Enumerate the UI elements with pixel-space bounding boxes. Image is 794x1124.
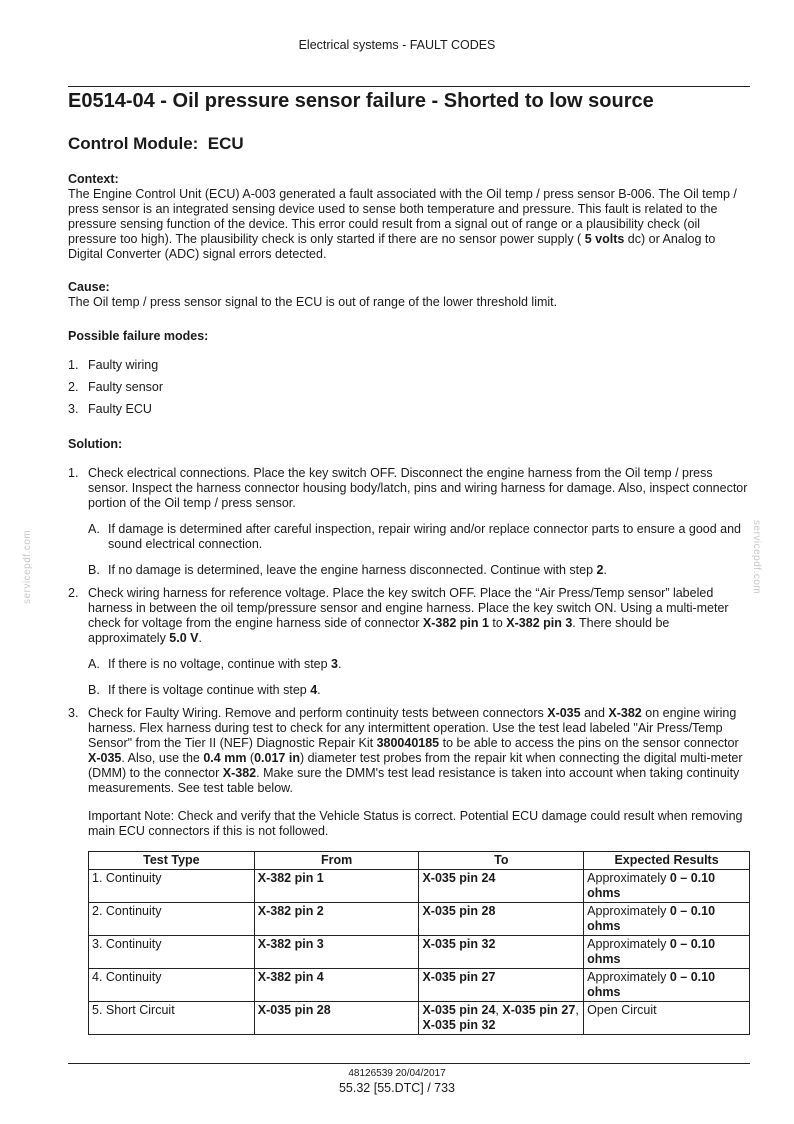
table-row xyxy=(89,870,750,903)
list-item: 2. Faulty sensor xyxy=(68,380,164,394)
substep-b: B. If there is voltage continue with step 4. xyxy=(88,683,321,697)
column-header: Expected Results xyxy=(584,852,750,870)
context-text: The Engine Control Unit (ECU) A-003 generated a fault associated with the Oil temp / press sensor B-006. The Oil temp / press sensor is an integrated sensing device used to sense both temperature and pressure. This fault is related to the pressure sensing function of the device. This error could result from a signal out of range or a plausibility check (oil pressure too high). The plausibility check is only started if there are no sensor power supply ( 5 volts dc) or Analog to Digital Converter (ADC) signal errors detected. xyxy=(68,187,737,261)
step-2-substeps xyxy=(68,657,750,698)
step-1-substeps xyxy=(68,522,750,578)
to-cell: X-035 pin 32 xyxy=(419,936,584,969)
solution-step-2: 2. Check wiring harness for reference voltage. Place the key switch OFF. Place the “Air Press/Temp sensor” labeled harness in between the oil temp/pressure sensor and engine harness. Place the key switch ON. Using a multi-meter check for voltage from the engine harness side of connector X-382 pin 1 to X-382 pin 3. There should be approximately 5.0 V. xyxy=(68,586,729,645)
failure-modes-heading: Possible failure modes: xyxy=(68,329,209,343)
solution-steps-2 xyxy=(68,586,750,646)
result-cell: Approximately 0 – 0.10 ohms xyxy=(584,936,750,969)
column-header: From xyxy=(254,852,419,870)
test-type-cell: 1. Continuity xyxy=(89,870,255,903)
list-item: 1. Faulty wiring xyxy=(68,358,159,372)
result-cell: Approximately 0 – 0.10 ohms xyxy=(584,969,750,1002)
cause-heading: Cause: xyxy=(68,280,110,294)
to-cell: X-035 pin 28 xyxy=(419,903,584,936)
table-header-row xyxy=(89,852,750,870)
footer-rule xyxy=(68,1063,750,1064)
footer-doc-id: 48126539 20/04/2017 xyxy=(348,1068,446,1079)
result-cell: Approximately 0 – 0.10 ohms xyxy=(584,903,750,936)
solution-step-3: 3. Check for Faulty Wiring. Remove and perform continuity tests between connectors X-035 and X-382 on engine wiring harness. Flex harness during test to check for any intermittent operation. Use the test lead labeled "Air Press/Temp Sensor" from the Tier II (NEF) Diagnostic Repair Kit 380040185 to be able to access the pins on the sensor connector X-035. Also, use the 0.4 mm (0.017 in) diameter test probes from the repair kit when connecting the digital multi-meter (DMM) to the connector X-382. Make sure the DMM's test lead resistance is taken into account when taking continuity measurements. See test table below. xyxy=(68,706,743,795)
column-header: Test Type xyxy=(89,852,255,870)
to-cell: X-035 pin 24 xyxy=(419,870,584,903)
result-cell: Open Circuit xyxy=(584,1002,750,1035)
table-row xyxy=(89,903,750,936)
solution-step-1: 1. Check electrical connections. Place the key switch OFF. Disconnect the engine harness from the Oil temp / press sensor. Inspect the harness connector housing body/latch, pins and wiring harness for damage. Also, inspect connector portion of the Oil temp / press sensor. xyxy=(68,466,748,510)
substep-a: A. If damage is determined after careful inspection, repair wiring and/or replace connector parts to ensure a good and sound electrical connection. xyxy=(88,522,742,551)
important-note: Important Note: Check and verify that the Vehicle Status is correct. Potential ECU damage could result when removing main ECU connectors if this is not followed. xyxy=(88,809,743,838)
from-cell: X-035 pin 28 xyxy=(254,1002,419,1035)
test-type-cell: 4. Continuity xyxy=(89,969,255,1002)
context-heading: Context: xyxy=(68,172,119,186)
substep-b: B. If no damage is determined, leave the engine harness disconnected. Continue with step 2. xyxy=(88,563,607,577)
from-cell: X-382 pin 1 xyxy=(254,870,419,903)
cause-text: The Oil temp / press sensor signal to the ECU is out of range of the lower threshold limit. xyxy=(68,295,558,309)
table-row xyxy=(89,969,750,1002)
solution-heading: Solution: xyxy=(68,437,123,451)
watermark-left: servicepdf.com xyxy=(22,529,33,604)
to-cell: X-035 pin 27 xyxy=(419,969,584,1002)
test-type-cell: 5. Short Circuit xyxy=(89,1002,255,1035)
table-row xyxy=(89,1002,750,1035)
test-type-cell: 3. Continuity xyxy=(89,936,255,969)
from-cell: X-382 pin 4 xyxy=(254,969,419,1002)
test-type-cell: 2. Continuity xyxy=(89,903,255,936)
failure-modes-list xyxy=(68,358,750,417)
control-module-heading: Control Module: ECU xyxy=(68,134,244,153)
solution-steps xyxy=(68,466,750,511)
test-table xyxy=(88,851,750,1035)
table-row xyxy=(89,936,750,969)
from-cell: X-382 pin 2 xyxy=(254,903,419,936)
column-header: To xyxy=(419,852,584,870)
list-item: 3. Faulty ECU xyxy=(68,402,152,416)
to-cell: X-035 pin 24, X-035 pin 27, X-035 pin 32 xyxy=(419,1002,584,1035)
page-title: E0514-04 - Oil pressure sensor failure - Shorted to low source xyxy=(68,90,654,112)
page-content xyxy=(68,88,750,1035)
substep-a: A. If there is no voltage, continue with step 3. xyxy=(88,657,342,671)
header-rule xyxy=(68,86,750,87)
running-header: Electrical systems - FAULT CODES xyxy=(298,38,496,52)
footer-page-number: 55.32 [55.DTC] / 733 xyxy=(338,1081,456,1095)
watermark-right: servicepdf.com xyxy=(751,520,762,595)
solution-steps-3 xyxy=(68,706,750,796)
from-cell: X-382 pin 3 xyxy=(254,936,419,969)
result-cell: Approximately 0 – 0.10 ohms xyxy=(584,870,750,903)
